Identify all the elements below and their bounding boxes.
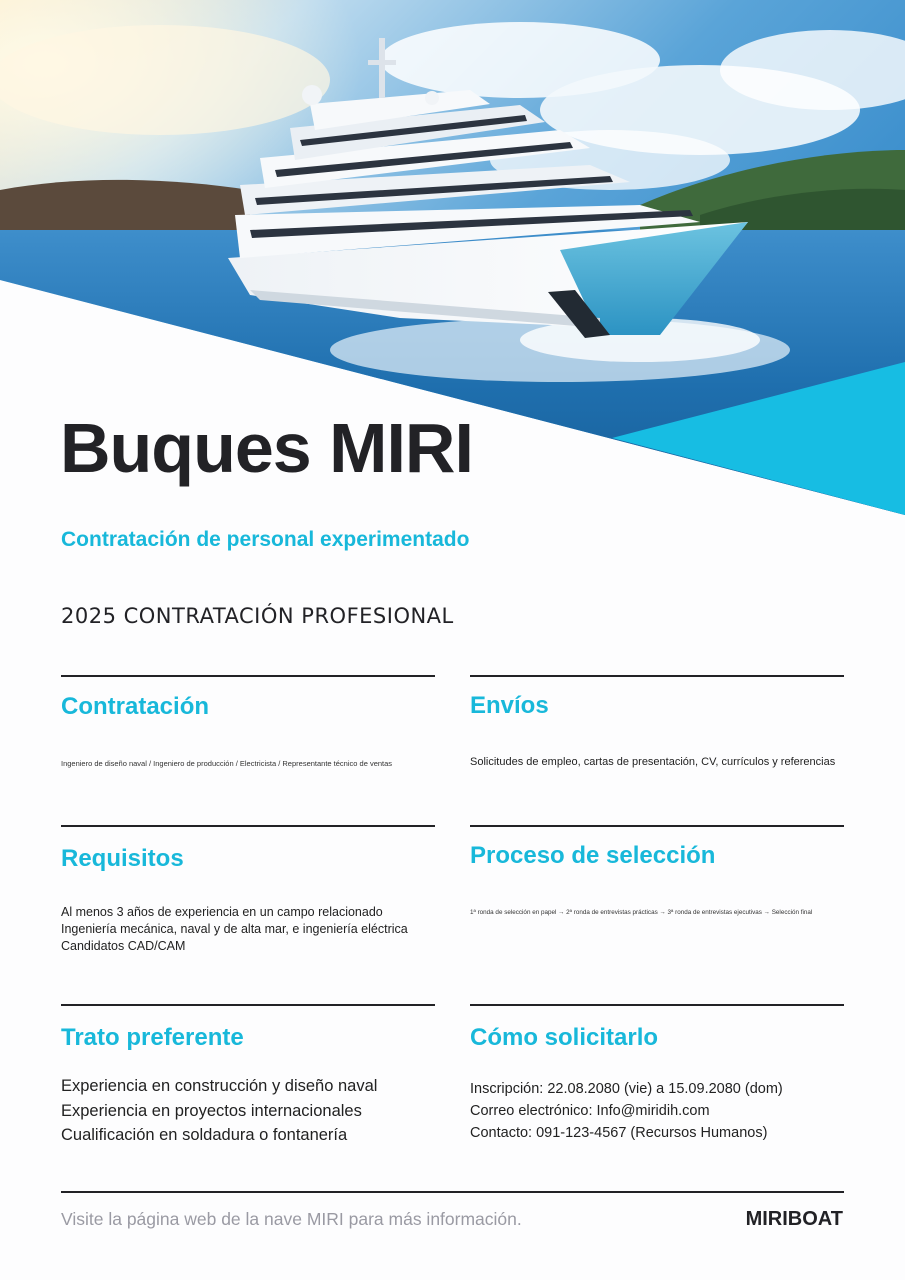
section-line: Experiencia en proyectos internacionales bbox=[61, 1101, 362, 1120]
section-requisitos bbox=[61, 825, 435, 977]
section-line: Ingeniero de diseño naval / Ingeniero de producción / Electricista / Representante técnico de ventas bbox=[61, 759, 393, 768]
poster-title: Buques MIRI bbox=[60, 409, 473, 487]
section-body bbox=[61, 1074, 435, 1148]
footer-divider bbox=[61, 1191, 844, 1193]
section-line: Contacto: 091-123-4567 (Recursos Humanos) bbox=[470, 1125, 768, 1141]
section-line: Candidatos CAD/CAM bbox=[61, 939, 186, 953]
section-heading: Envíos bbox=[470, 692, 549, 719]
section-envios bbox=[470, 675, 844, 797]
section-proceso-seleccion bbox=[470, 825, 844, 977]
section-line: Ingeniería mecánica, naval y de alta mar, e ingeniería eléctrica bbox=[61, 922, 408, 936]
section-heading: Trato preferente bbox=[61, 1024, 244, 1051]
section-body bbox=[470, 1078, 844, 1144]
section-body bbox=[61, 759, 435, 769]
section-body bbox=[61, 904, 435, 955]
section-contratacion bbox=[61, 675, 435, 797]
footer-brand-logo: MIRIBOAT bbox=[745, 1208, 843, 1230]
section-body bbox=[470, 755, 844, 769]
footer-note: Visite la página web de la nave MIRI para más información. bbox=[61, 1209, 522, 1229]
section-heading: Requisitos bbox=[61, 845, 184, 872]
section-body bbox=[470, 908, 844, 918]
section-line: Inscripción: 22.08.2080 (vie) a 15.09.2080 (dom) bbox=[470, 1081, 783, 1097]
section-line: 1ª ronda de selección en papel → 2ª ronda de entrevistas prácticas → 3ª ronda de entrevistas ejecutivas → Selección final bbox=[470, 909, 813, 916]
section-line: Correo electrónico: Info@miridih.com bbox=[470, 1103, 710, 1119]
section-heading: Cómo solicitarlo bbox=[470, 1024, 659, 1051]
section-line: Cualificación en soldadura o fontanería bbox=[61, 1126, 348, 1144]
section-heading: Proceso de selección bbox=[470, 842, 716, 869]
poster-kicker: 2025 CONTRATACIÓN PROFESIONAL bbox=[61, 604, 454, 628]
poster-subtitle: Contratación de personal experimentado bbox=[61, 528, 470, 551]
section-line: Al menos 3 años de experiencia en un campo relacionado bbox=[61, 905, 383, 919]
section-trato-preferente bbox=[61, 1004, 435, 1166]
section-heading: Contratación bbox=[61, 693, 210, 720]
section-line: Experiencia en construcción y diseño naval bbox=[61, 1077, 378, 1095]
section-line: Solicitudes de empleo, cartas de presentación, CV, currículos y referencias bbox=[470, 756, 836, 768]
section-como-solicitarlo bbox=[470, 1004, 844, 1166]
